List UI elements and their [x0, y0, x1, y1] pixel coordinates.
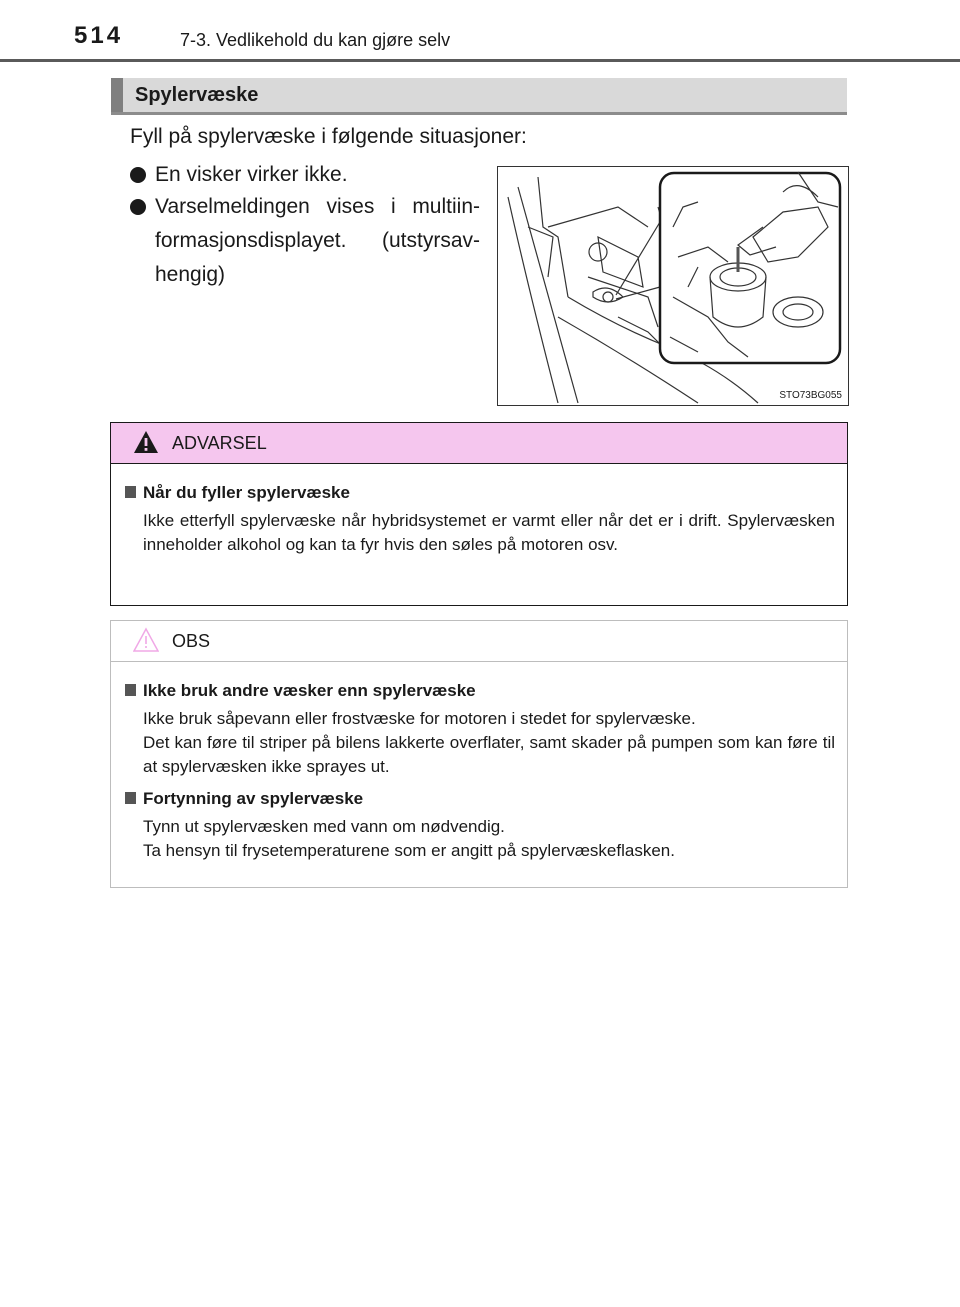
square-bullet-icon: [125, 684, 136, 696]
square-bullet-icon: [125, 486, 136, 498]
warning-header: [111, 423, 847, 464]
engine-bay-drawing: [498, 167, 848, 405]
bullet-text: En visker virker ikke.: [155, 163, 348, 186]
page-number: 514: [74, 22, 124, 49]
notice-item-body: [143, 815, 835, 863]
notice-label: OBS: [172, 631, 211, 651]
notice-item-paragraph: Ikke bruk såpevann eller frostvæske for motoren i stedet for spylervæske.: [143, 709, 696, 728]
caution-outline-triangle-icon: [133, 627, 159, 653]
header-divider: [0, 59, 960, 62]
notice-item-title: [125, 681, 835, 701]
notice-item-title: [125, 789, 835, 809]
intro-text: Fyll på spylervæske i følgende situasjoner:: [130, 125, 527, 148]
bullet-dot-icon: [130, 167, 146, 183]
chapter-title: 7-3. Vedlikehold du kan gjøre selv: [180, 30, 451, 50]
notice-header: [111, 621, 847, 662]
notice-item: [125, 789, 835, 863]
bullet-item: [130, 158, 480, 192]
figure-code: STO73BG055: [779, 390, 842, 401]
square-bullet-icon: [125, 792, 136, 804]
notice-item-title-text: Fortynning av spylervæske: [143, 789, 364, 808]
notice-item-paragraph: Tynn ut spylervæsken med vann om nødvendig.: [143, 817, 505, 836]
notice-box: [110, 620, 848, 888]
warning-box: [110, 422, 848, 606]
bullet-item: [130, 190, 480, 292]
warning-item-paragraph: Ikke etterfyll spylervæske når hybridsystemet er varmt eller når det er i drift. Spylervæsken inneholder alkohol og kan ta fyr hvis den søles på motoren osv.: [143, 511, 835, 554]
notice-item-body: [143, 707, 835, 779]
section-title: Spylervæske: [135, 84, 259, 106]
warning-item: [125, 483, 835, 557]
notice-item-paragraph: Det kan føre til striper på bilens lakkerte overflater, samt skader på pumpen som kan føre til at spylervæsken ikke sprayes ut.: [143, 733, 835, 776]
warning-item-body: [143, 509, 835, 557]
bullet-dot-icon: [130, 199, 146, 215]
warning-triangle-icon: [133, 429, 159, 455]
warning-label: ADVARSEL: [172, 433, 267, 453]
bullet-text: Varselmeldingen vises i multiin-formasjonsdisplayet. (utstyrsav-hengig): [155, 195, 480, 286]
washer-fluid-illustration: [497, 166, 849, 406]
notice-item: [125, 681, 835, 779]
warning-item-title: [125, 483, 835, 503]
notice-item-paragraph: Ta hensyn til frysetemperaturene som er angitt på spylervæskeflasken.: [143, 841, 675, 860]
notice-item-title-text: Ikke bruk andre væsker enn spylervæske: [143, 681, 476, 700]
heading-accent-bar: [111, 78, 123, 112]
warning-item-title-text: Når du fyller spylervæske: [143, 483, 350, 502]
section-heading: [111, 78, 847, 115]
